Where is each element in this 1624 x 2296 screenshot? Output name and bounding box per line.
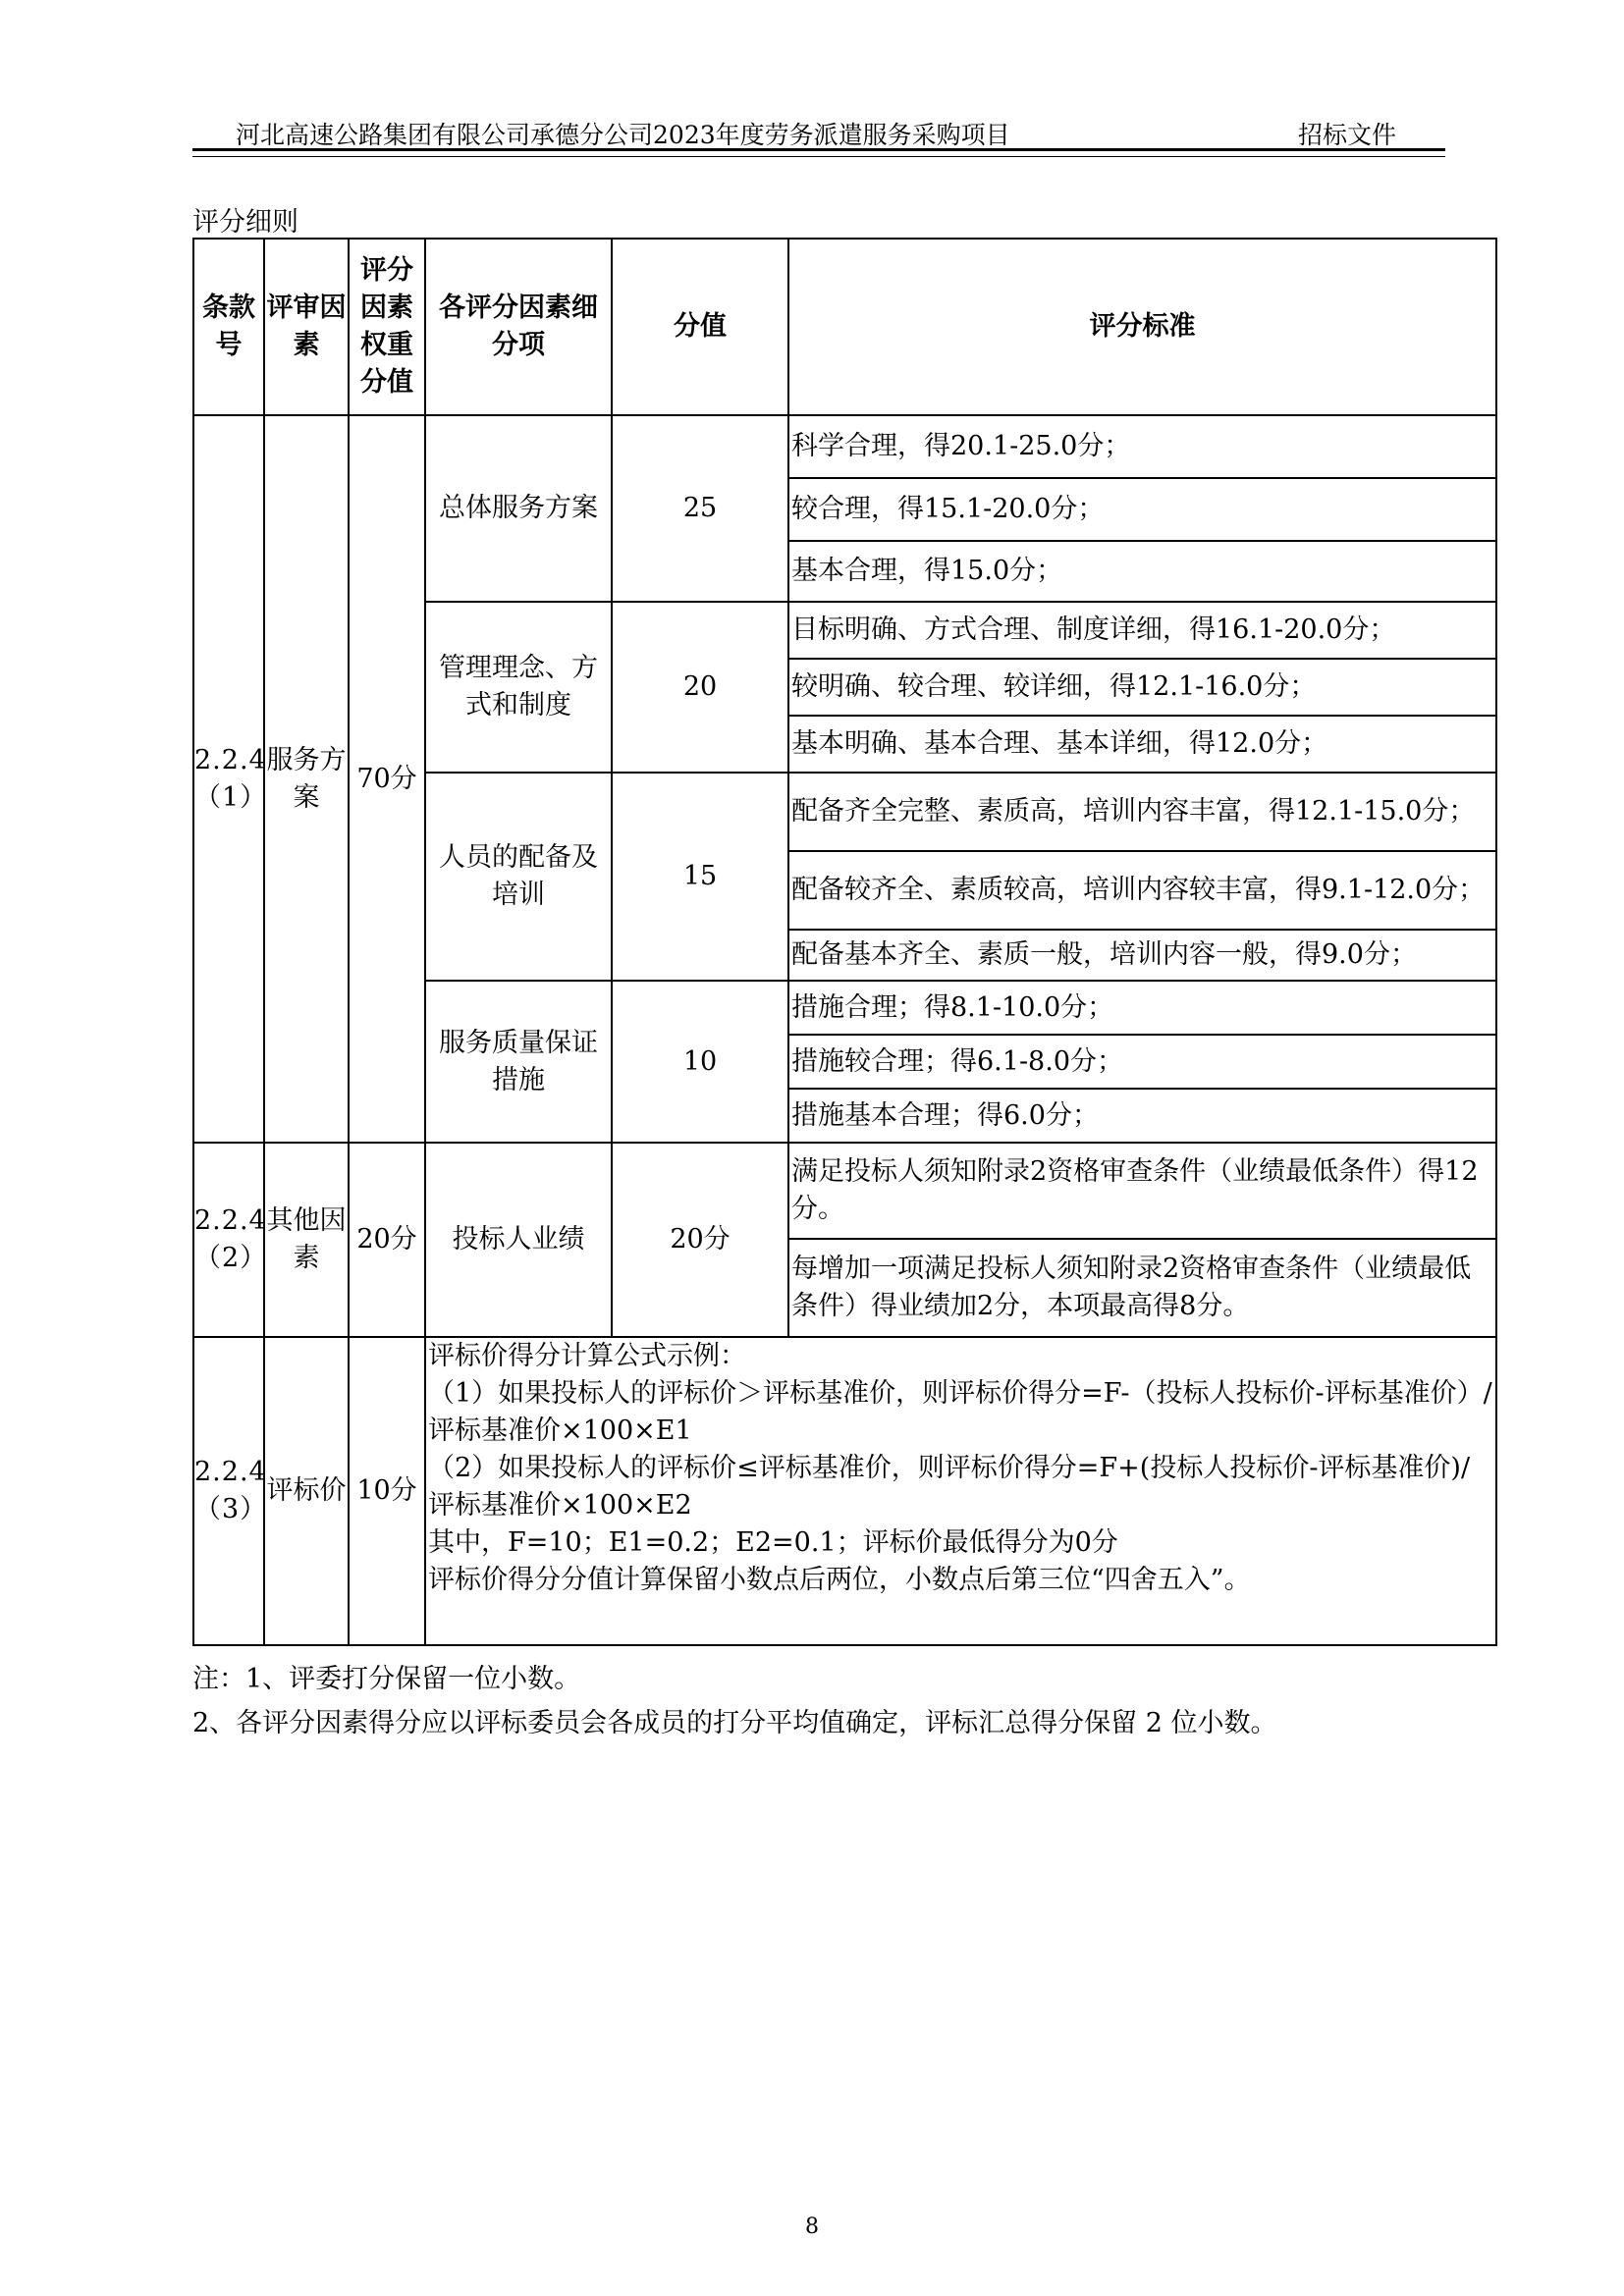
criteria-cell: 基本合理，得15.0分； <box>788 541 1496 602</box>
note-1: 注：1、评委打分保留一位小数。 <box>192 1664 581 1694</box>
formula-line: 评标价得分计算公式示例： <box>428 1341 746 1371</box>
criteria-cell: 措施较合理；得6.1-8.0分； <box>788 1035 1496 1089</box>
score-cell: 20 <box>612 602 788 773</box>
factor-cell: 其他因素 <box>264 1143 349 1337</box>
sub-item-cell: 投标人业绩 <box>425 1143 612 1337</box>
sub-item-cell: 管理理念、方式和制度 <box>425 602 612 773</box>
formula-line: （2）如果投标人的评标价≤评标基准价，则评标价得分=F+(投标人投标价-评标基准价)/评标基准价×100×E2 <box>428 1453 1471 1521</box>
sub-item-cell: 人员的配备及培训 <box>425 773 612 981</box>
formula-line: 评标价得分分值计算保留小数点后两位，小数点后第三位“四舍五入”。 <box>428 1565 1251 1595</box>
header-score: 分值 <box>612 239 788 415</box>
formula-line: （1）如果投标人的评标价＞评标基准价，则评标价得分=F-（投标人投标价-评标基准价）/评标基准价×100×E1 <box>428 1378 1492 1446</box>
factor-cell: 评标价 <box>264 1337 349 1645</box>
header-criteria: 评分标准 <box>788 239 1496 415</box>
header-divider <box>192 148 1445 157</box>
criteria-cell: 每增加一项满足投标人须知附录2资格审查条件（业绩最低条件）得业绩加2分，本项最高得8分。 <box>788 1239 1496 1337</box>
clause-cell: 2.2.4 （3） <box>193 1337 264 1645</box>
clause-cell: 2.2.4 （2） <box>193 1143 264 1337</box>
table-row <box>193 1143 1496 1239</box>
criteria-cell: 较明确、较合理、较详细，得12.1-16.0分； <box>788 659 1496 716</box>
formula-line: 其中，F=10；E1=0.2；E2=0.1；评标价最低得分为0分 <box>428 1527 1118 1558</box>
weight-cell: 10分 <box>349 1337 425 1645</box>
score-cell: 25 <box>612 415 788 602</box>
criteria-cell: 基本明确、基本合理、基本详细，得12.0分； <box>788 716 1496 773</box>
score-cell: 10 <box>612 981 788 1143</box>
header-weight: 评分因素权重分值 <box>349 239 425 415</box>
score-cell: 15 <box>612 773 788 981</box>
sub-item-cell: 总体服务方案 <box>425 415 612 602</box>
header-sub-item: 各评分因素细分项 <box>425 239 612 415</box>
criteria-cell: 较合理，得15.1-20.0分； <box>788 478 1496 541</box>
table-row <box>193 415 1496 478</box>
sub-item-cell: 服务质量保证措施 <box>425 981 612 1143</box>
criteria-cell: 配备齐全完整、素质高，培训内容丰富，得12.1-15.0分； <box>788 773 1496 851</box>
scoring-table <box>192 238 1497 1646</box>
table-row <box>193 1337 1496 1645</box>
header-doc-type: 招标文件 <box>1298 121 1397 149</box>
header-project-title: 河北高速公路集团有限公司承德分公司2023年度劳务派遣服务采购项目 <box>236 121 1010 149</box>
clause-cell: 2.2.4 （1） <box>193 415 264 1143</box>
formula-cell <box>425 1337 1496 1645</box>
criteria-cell: 配备较齐全、素质较高，培训内容较丰富，得9.1-12.0分； <box>788 851 1496 930</box>
weight-cell: 70分 <box>349 415 425 1143</box>
header-factor: 评审因素 <box>264 239 349 415</box>
criteria-cell: 科学合理，得20.1-25.0分； <box>788 415 1496 478</box>
weight-cell: 20分 <box>349 1143 425 1337</box>
criteria-cell: 配备基本齐全、素质一般，培训内容一般，得9.0分； <box>788 930 1496 981</box>
page-number: 8 <box>805 2215 819 2239</box>
header-clause: 条款号 <box>193 239 264 415</box>
criteria-cell: 目标明确、方式合理、制度详细，得16.1-20.0分； <box>788 602 1496 659</box>
table-header-row <box>193 239 1496 415</box>
note-2: 2、各评分因素得分应以评标委员会各成员的打分平均值确定，评标汇总得分保留 2 位小数。 <box>192 1708 1277 1738</box>
score-cell: 20分 <box>612 1143 788 1337</box>
factor-cell: 服务方案 <box>264 415 349 1143</box>
section-title: 评分细则 <box>192 207 298 238</box>
criteria-cell: 措施合理；得8.1-10.0分； <box>788 981 1496 1035</box>
criteria-cell: 满足投标人须知附录2资格审查条件（业绩最低条件）得12分。 <box>788 1143 1496 1239</box>
criteria-cell: 措施基本合理；得6.0分； <box>788 1089 1496 1143</box>
